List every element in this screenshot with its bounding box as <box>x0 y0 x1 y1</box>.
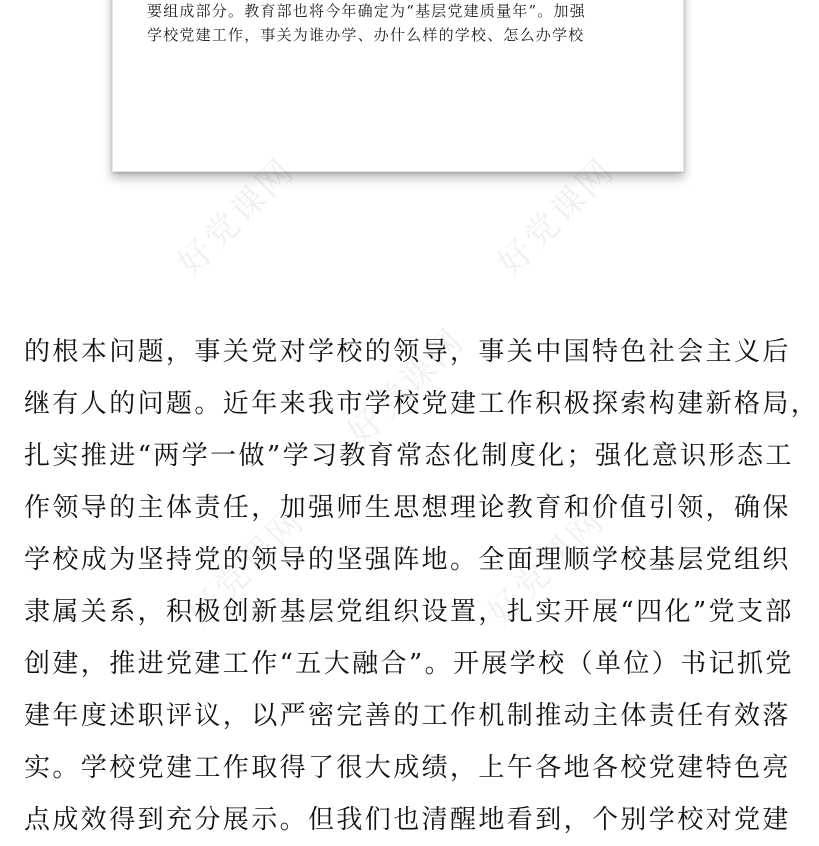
body-text-line: 继有人的问题。近年来我市学校党建工作积极探索构建新格局， <box>24 389 819 419</box>
body-text-line: 隶属关系，积极创新基层党组织设置，扎实开展“四化”党支部 <box>24 597 794 627</box>
body-text-line: 点成效得到充分展示。但我们也清醒地看到，个别学校对党建 <box>24 805 791 835</box>
watermark: 好党课网 <box>180 500 313 634</box>
body-text-line: 的根本问题，事关党对学校的领导，事关中国特色社会主义后 <box>24 337 791 367</box>
body-text-line: 创建，推进党建工作“五大融合”。开展学校（单位）书记抓党 <box>24 649 794 679</box>
document-page-preview <box>112 0 684 172</box>
body-text-line: 建年度述职评议，以严密完善的工作机制推动主体责任有效落 <box>24 701 791 731</box>
watermark: 好党课网 <box>340 320 473 454</box>
watermark: 好党课网 <box>490 150 623 284</box>
document-body <box>24 326 819 846</box>
body-text-line: 扎实推进“两学一做”学习教育常态化制度化；强化意识形态工 <box>24 441 794 471</box>
body-text-line: 学校成为坚持党的领导的坚强阵地。全面理顺学校基层党组织 <box>24 545 791 575</box>
watermark: 好党课网 <box>170 150 303 284</box>
card-text-line: 要组成部分。教育部也将今年确定为“基层党建质量年”。加强 <box>147 2 586 20</box>
card-text-line: 学校党建工作，事关为谁办学、办什么样的学校、怎么办学校 <box>147 26 585 44</box>
body-text-line: 作领导的主体责任，加强师生思想理论教育和价值引领，确保 <box>24 493 791 523</box>
watermark: 好党课网 <box>480 500 613 634</box>
body-text-line: 实。学校党建工作取得了很大成绩，上午各地各校党建特色亮 <box>24 753 791 783</box>
